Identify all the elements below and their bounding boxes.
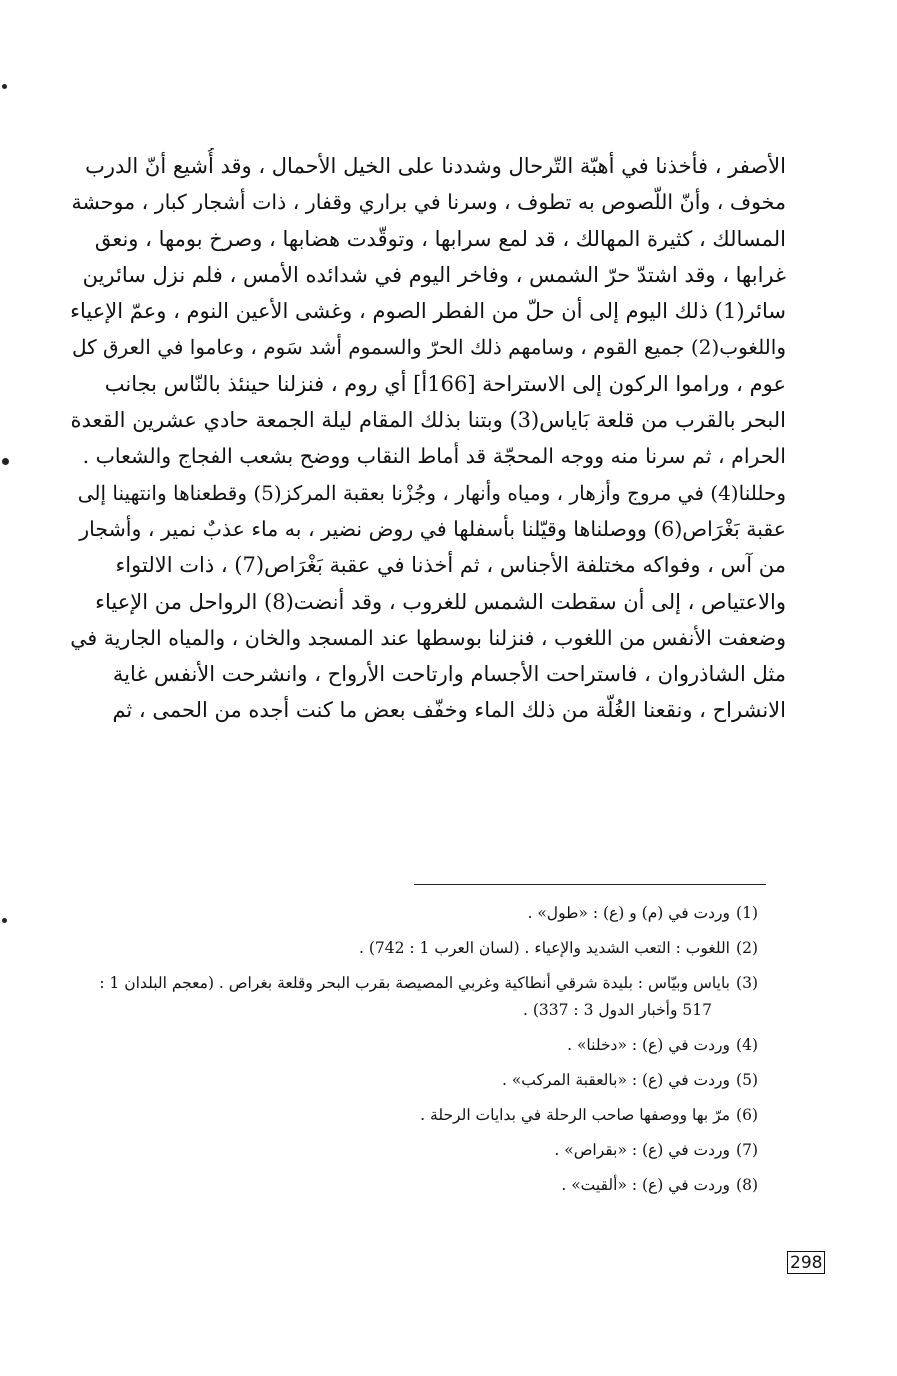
text-line: الأصفر ، فأخذنا في أهبّة التّرحال وشددنا على الخيل الأحمال ، وقد أُشيع أنّ الدرب <box>85 154 786 178</box>
footnote <box>56 1034 758 1057</box>
footnote-text: اللغوب : التعب الشديد والإعياء . (لسان العرب 1 : 742) . <box>358 939 730 957</box>
scan-speck <box>2 458 9 465</box>
text-line: المسالك ، كثيرة المهالك ، قد لمع سرابها ، وتوقّدت هضابها ، وصرخ بومها ، ونعق <box>94 226 786 251</box>
text-line: مخوف ، وأنّ اللّصوص به تطوف ، وسرنا في براري وقفار ، ذات أشجار كبار ، موحشة <box>71 190 786 215</box>
footnote <box>56 1069 758 1092</box>
main-text <box>68 148 786 729</box>
footnote <box>56 1104 758 1127</box>
footnote-divider <box>414 884 766 885</box>
text-line: عقبة بَغْرَاص(6) ووصلناها وقيّلنا بأسفلها في روض نضير ، به ماء عذبٌ نمير ، وأشجار <box>79 516 786 541</box>
text-line: الحرام ، ثم سرنا منه ووجه المحجّة قد أماط النقاب ووضح بشعب الفجاج والشعاب . <box>82 444 786 469</box>
footnote-text: وردت في (ع) : «دخلنا» . <box>567 1036 730 1054</box>
text-line: من آس ، وفواكه مختلفة الأجناس ، ثم أخذنا في عقبة بَغْرَاص(7) ، ذات الالتواء <box>115 553 786 578</box>
footnote-text: وردت في (م) و (ع) : «طول» . <box>527 904 730 922</box>
footnote-number: (5) <box>736 1071 758 1089</box>
footnote <box>56 1139 758 1162</box>
text-line: والاعتياص ، إلى أن سقطت الشمس للغروب ، وقد أنضت(8) الرواحل من الإعياء <box>95 589 786 614</box>
footnote-number: (4) <box>736 1036 758 1054</box>
text-line: غرابها ، وقد اشتدّ حرّ الشمس ، وفاخر اليوم في شدائده الأمس ، فلم نزل سائرين <box>82 262 786 287</box>
text-line: واللغوب(2) جميع القوم ، وسامهم ذلك الحرّ والسموم أشد سَوم ، وعاموا في العرق كل <box>71 335 786 360</box>
scan-speck <box>2 84 7 89</box>
footnote-number: (3) <box>736 974 758 992</box>
footnote-text: وردت في (ع) : «بالعقبة المركب» . <box>501 1071 730 1089</box>
footnote-number: (2) <box>736 939 758 957</box>
scan-speck <box>2 918 7 923</box>
text-line: عوم ، وراموا الركون إلى الاستراحة [166أ] أي روم ، فنزلنا حينئذ بالنّاس بجانب <box>104 371 786 396</box>
text-line: مثل الشاذروان ، فاستراحت الأجسام وارتاحت الأرواح ، وانشرحت الأنفس غاية <box>112 662 786 687</box>
page-number: 298 <box>787 1251 825 1274</box>
footnote <box>56 1174 758 1197</box>
footnotes <box>56 902 758 1209</box>
text-line: الانشراح ، ونقعنا الغُلّة من ذلك الماء وخفّف بعض ما كنت أجده من الحمى ، ثم <box>112 698 786 723</box>
text-line: وضعفت الأنفس من اللغوب ، فنزلنا بوسطها عند المسجد والخان ، والمياه الجارية في <box>70 625 786 650</box>
footnote-continuation <box>56 999 758 1022</box>
text-line: البحر بالقرب من قلعة بَاياس(3) وبتنا بذلك المقام ليلة الجمعة حادي عشرين القعدة <box>70 408 786 433</box>
footnote-number: (8) <box>736 1176 758 1194</box>
footnote <box>56 902 758 925</box>
footnote-text: 517 وأخبار الدول 3 : 337) . <box>523 1001 712 1019</box>
footnote-text: باياس وبيّاس : بليدة شرقي أنطاكية وغربي المصيصة بقرب البحر وقلعة بغراص . (معجم البلدان 1 : <box>99 974 730 992</box>
footnote-number: (6) <box>736 1106 758 1124</box>
footnote <box>56 972 758 995</box>
footnote-number: (7) <box>736 1141 758 1159</box>
footnote <box>56 937 758 960</box>
footnote-text: مرّ بها ووصفها صاحب الرحلة في بدايات الرحلة . <box>420 1106 730 1124</box>
text-line: سائر(1) ذلك اليوم إلى أن حلّ من الفطر الصوم ، وغشى الأعين النوم ، وعمّ الإعياء <box>70 299 786 324</box>
text-line: وحللنا(4) في مروج وأزهار ، ومياه وأنهار ، وجُزْنا بعقبة المركز(5) وقطعناها وانتهينا إلى <box>77 480 786 505</box>
footnote-text: وردت في (ع) : «ألقيت» . <box>561 1176 730 1194</box>
footnote-number: (1) <box>736 904 758 922</box>
footnote-text: وردت في (ع) : «بقراص» . <box>554 1141 730 1159</box>
